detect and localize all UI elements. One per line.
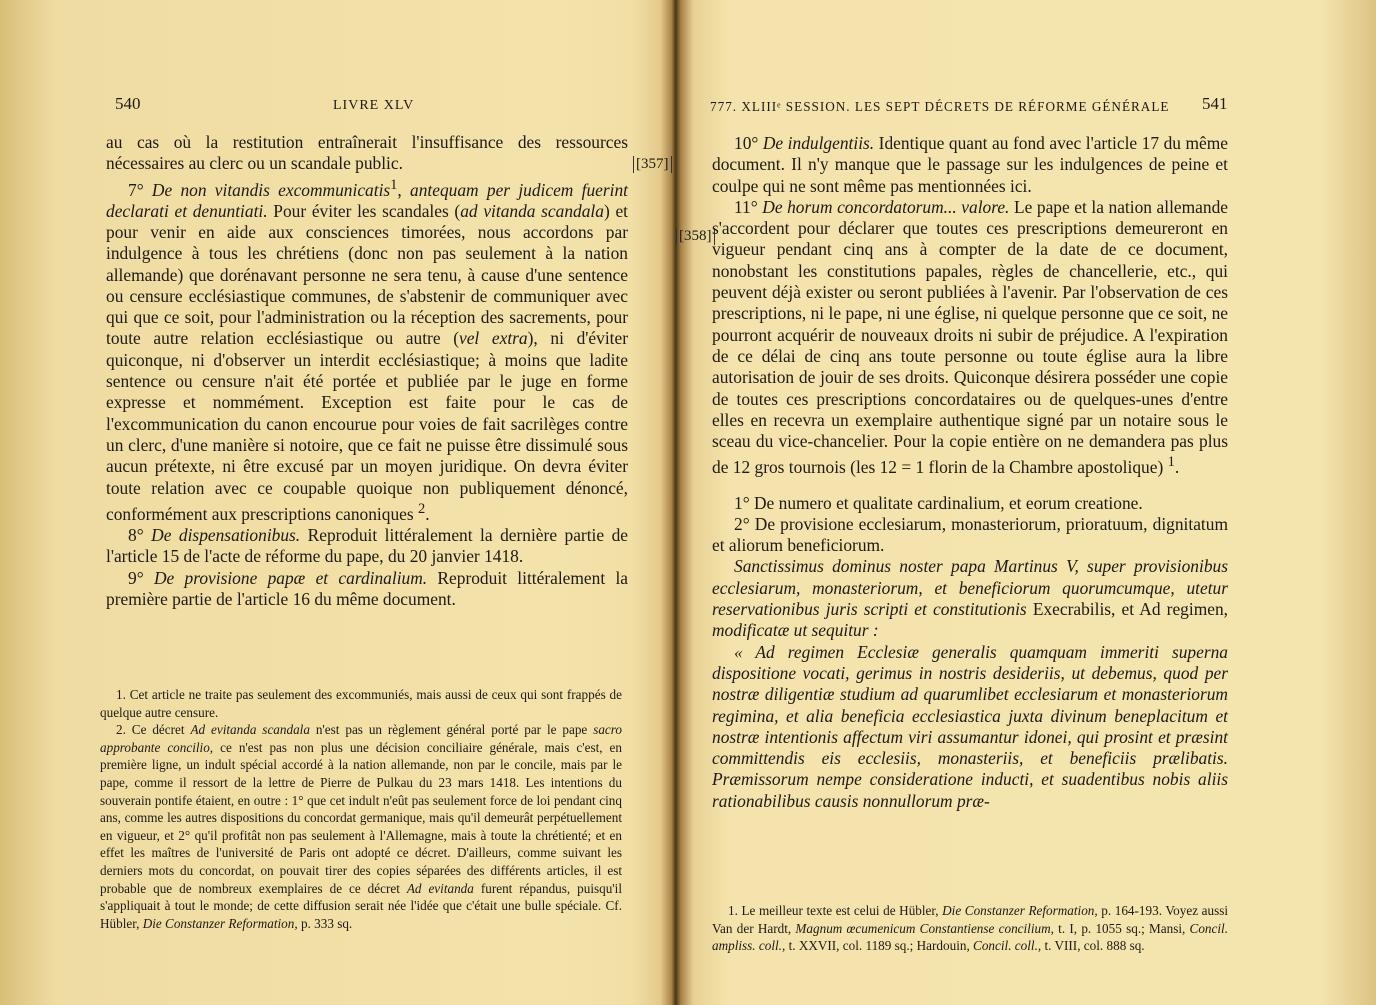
latin-quotation: « Ad regimen Ecclesiæ generalis quamquam immeriti superna dispositione vocati, gerimus in nostris desideriis, ut debemus, quod per nostræ diligentiæ studium ad quarumlibet ecclesiarum et monasteriorum regimina, et alia beneficia ecclesiastica juxta divinum beneplacitum et nostræ intentionis affectum viri assumantur idonei, qui prosint et præsint committendis eis ecclesiis, monasteriis, et beneficiis prælibatis. Præmissorum nempe consideratione inducti, et suadentibus nobis aliis rationabilibus causis nonnullorum præ- xyxy=(712,641,1228,811)
paragraph-8: 8° De dispensationibus. Reproduit littéralement la dernière partie de l'article 15 de l'acte de réforme du pape, du 20 janvier 1418. xyxy=(106,524,629,567)
latin-item-1: 1° De numero et qualitate cardinalium, et eorum creatione. xyxy=(734,492,1143,513)
right-running-head: 777. XLIIIᵉ SESSION. LES SEPT DÉCRETS DE RÉFORME GÉNÉRALE xyxy=(710,99,1170,114)
paragraph-7: 7° De non vitandis excommunicatis$^1$, antequam per judicem fuerint declarati et denuntiati. Pour éviter les scandales (ad vitanda scandala) et pour venir en aide aux consciences timorées, nous accordons par indulgence à tous les chrétiens (donc non pas seulement à la nation allemande) que dorénavant personne ne sera tenu, à cause d'une sentence ou censure ecclésiastique communes, de s'abstenir de communiquer avec qui que ce soit, pour l'administration ou la réception des sacrements, pour toute autre relation ecclésiastique ou autre (vel extra), ni d'éviter quiconque, ni d'observer un interdit ecclésiastique; à moins que ladite sentence ou censure n'ait été portée et publiée par le juge en forme expresse et nommément. Exception est faite pour le cas de l'excommunication du canon encourue pour voies de fait sacrilèges contre un clerc, d'une manière si notoire, que ce fait ne puisse être dissimulé sous aucun prétexte, ni être excusé par un moyen juridique. On devra éviter toute relation avec ce coupable quoique non publiquement dénoncé, conformément aux prescriptions canoniques $^2$. xyxy=(106,176,629,524)
right-margin-note: [358] xyxy=(676,228,715,245)
left-running-head: LIVRE XLV xyxy=(333,98,415,113)
footnote-1: 1. Le meilleur texte est celui de Hübler, Die Constanzer Reformation, p. 164-193. Voyez aussi Van der Hardt, Magnum œcumenicum Constantiense concilium, t. I, p. 1055 sq.; Mansi, Concil. ampliss. coll., t. XXVII, col. 1189 sq.; Hardouin, Concil. coll., t. VIII, col. 888 sq. xyxy=(712,903,1229,954)
paragraph: au cas où la restitution entraînerait l'insuffisance des ressources nécessaires au clerc ou un scandale public. xyxy=(106,132,628,174)
right-page xyxy=(676,0,1376,1005)
right-body xyxy=(712,133,1228,812)
left-page-number: 540 xyxy=(115,94,141,113)
latin-paragraph: Sanctissimus dominus noster papa Martinus V, super provisionibus ecclesiarum, monasteriorum, et beneficiorum quorumcumque, utetur reservationibus juris scripti et constitutionis Execrabilis, et Ad regimen, modificatæ ut sequitur : xyxy=(712,556,1228,641)
paragraph-10: 10° De indulgentiis. Identique quant au fond avec l'article 17 du même document. Il n'y manque que le passage sur les indulgences de peine et coulpe qui ne sont même pas mentionnées ici. xyxy=(712,133,1228,196)
left-footnotes xyxy=(100,686,622,932)
left-page xyxy=(0,0,670,1005)
left-margin-note: [357] xyxy=(633,156,672,173)
right-page-number: 541 xyxy=(1202,94,1228,113)
latin-item-2: 2° De provisione ecclesiarum, monasteriorum, prioratuum, dignitatum et aliorum beneficiorum. xyxy=(712,513,1228,556)
left-body xyxy=(106,132,628,610)
right-footnotes xyxy=(712,902,1228,955)
section-gap xyxy=(712,479,1228,493)
footnote-1: 1. Cet article ne traite pas seulement des excommuniés, mais aussi de ceux qui sont frappés de quelque autre censure. xyxy=(100,687,622,720)
paragraph-11: 11° De horum concordatorum... valore. Le pape et la nation allemande s'accordent pour déclarer que toutes ces prescriptions demeureront en vigueur pendant cinq ans à compter de la date de ce document, nonobstant les constitutions papales, règles de chancellerie, etc., qui peuvent déjà exister ou seront publiées à l'avenir. Par l'observation de ces prescriptions, ni le pape, ni une église, ni quelque personne que ce soit, ne pourront acquérir de nouveaux droits ni subir de préjudice. A l'expiration de ce délai de cinq ans toute personne ou toute église aura la libre autorisation de jouir de ses droits. Quiconque désirera posséder une copie de toutes ces prescriptions concordataires ou de quelques-unes d'entre elles en recevra un exemplaire authentique signé par un notaire sous le sceau du vice-chancelier. Pour la copie entière on ne demandera pas plus de 12 gros tournois (les 12 = 1 florin de la Chambre apostolique) $^1$. xyxy=(712,196,1228,478)
paragraph-9: 9° De provisione papæ et cardinalium. Reproduit littéralement la première partie de l'article 16 du même document. xyxy=(106,567,629,609)
footnote-2: 2. Ce décret Ad evitanda scandala n'est pas un règlement général porté par le pape sacro approbante concilio, ce n'est pas non plus une décision conciliaire générale, mais c'est, en première ligne, un indult spécial accordé à la nation allemande, non par le concile, mais par le pape, comme il ressort de la lettre de Pierre de Pulkau du 23 mars 1418. Les intentions du souverain pontife étaient, en outre : 1° que cet indult n'eût pas seulement force de loi pendant cinq ans, comme les autres dispositions du concordat germanique, mais qu'il demeurât perpétuellement en vigueur, et 2° qu'il profitât non pas seulement à l'Allemagne, mais à toute la chrétienté; et en effet les maîtres de l'université de Paris ont adopté ce décret. D'ailleurs, comme suivant les derniers mots du concordat, on pouvait tirer des copies séparées des différents articles, il est probable que de nombreux exemplaires de ce décret Ad evitanda furent répandus, puisqu'il s'appliquait à tout le monde; de cette diffusion serait née l'idée que c'était une bulle spéciale. Cf. Hübler, Die Constanzer Reformation, p. 333 sq. xyxy=(100,722,623,931)
